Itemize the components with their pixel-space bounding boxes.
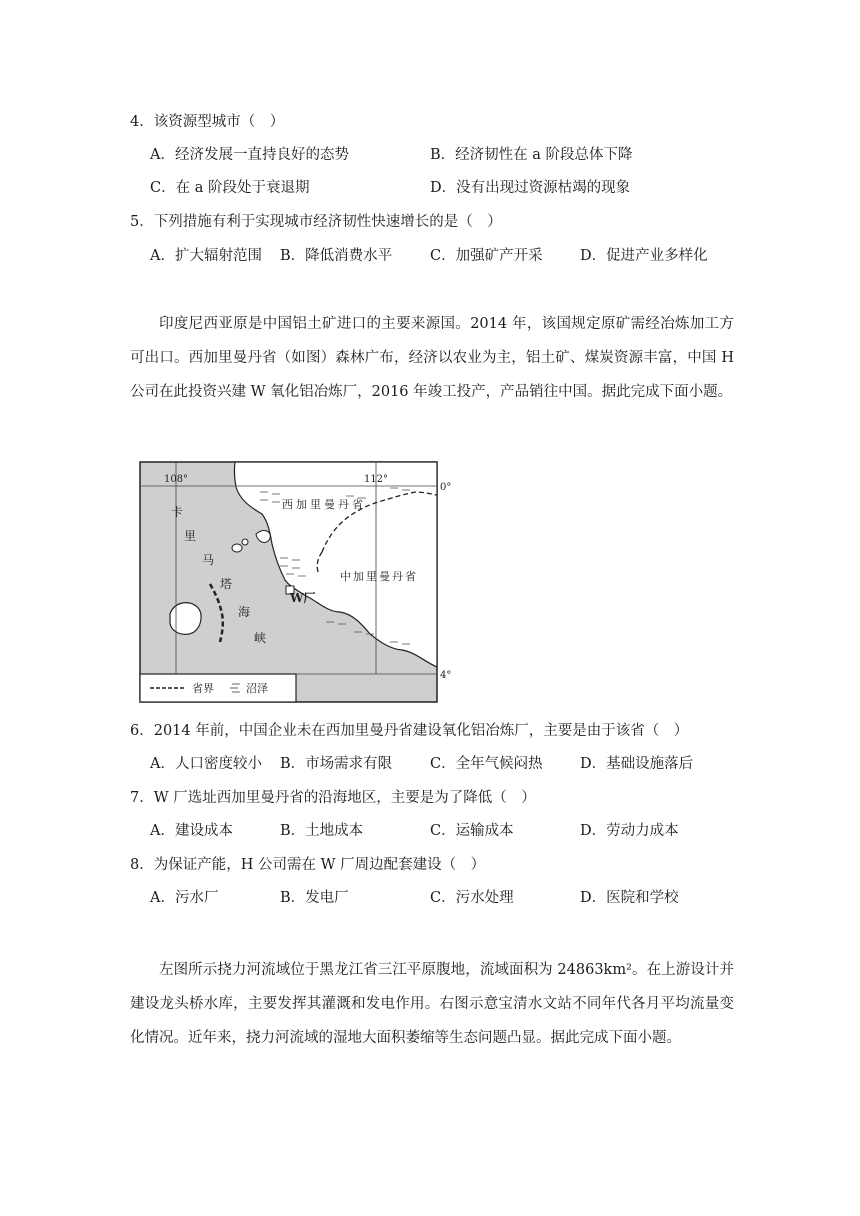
question-4-option-c: C．在 a 阶段处于衰退期 <box>150 180 310 196</box>
lon-112-label: 112° <box>363 474 389 485</box>
question-7-option-d: D．劳动力成本 <box>580 823 679 839</box>
lon-108-label: 108° <box>163 474 189 485</box>
question-5-option-a: A．扩大辐射范围 <box>150 248 262 264</box>
question-7-stem: 7．W 厂选址西加里曼丹省的沿海地区，主要是为了降低（ ） <box>130 790 536 806</box>
island-belitung <box>170 603 201 635</box>
question-6-option-a: A．人口密度较小 <box>150 756 262 772</box>
question-5-option-b: B．降低消费水平 <box>280 248 393 264</box>
lat-0-label: 0° <box>440 482 452 493</box>
question-4-option-d: D．没有出现过资源枯竭的现象 <box>430 180 631 196</box>
kalimantan-map <box>140 462 452 703</box>
passage-naoli-river <box>130 953 734 1055</box>
lat-4-label: 4° <box>440 670 452 681</box>
question-8-option-b: B．发电厂 <box>280 890 349 906</box>
province-west-label: 西加里曼丹省 <box>282 498 366 511</box>
factory-label: W厂 <box>290 591 316 605</box>
island-2 <box>232 544 242 552</box>
question-4-option-a: A．经济发展一直持良好的态势 <box>150 147 349 163</box>
question-5-option-c: C．加强矿产开采 <box>430 248 543 264</box>
question-7-option-c: C．运输成本 <box>430 823 514 839</box>
island-3 <box>242 539 248 545</box>
strait-char-3: 马 <box>202 553 215 567</box>
question-6-option-d: D．基础设施落后 <box>580 756 694 772</box>
question-8-option-c: C．污水处理 <box>430 890 514 906</box>
question-8-option-d: D．医院和学校 <box>580 890 679 906</box>
question-4-stem: 4．该资源型城市（ ） <box>130 114 285 130</box>
strait-char-1: 卡 <box>171 505 184 519</box>
strait-char-6: 峡 <box>254 631 267 645</box>
strait-char-4: 塔 <box>220 577 233 591</box>
question-8-stem: 8．为保证产能，H 公司需在 W 厂周边配套建设（ ） <box>130 857 486 873</box>
question-5-stem: 5．下列措施有利于实现城市经济韧性快速增长的是（ ） <box>130 214 502 230</box>
legend-border-label: 省界 <box>192 682 214 695</box>
question-8-option-a: A．污水厂 <box>150 890 219 906</box>
passage-indonesia-text: 印度尼西亚原是中国铝土矿进口的主要来源国。2014 年，该国规定原矿需经冶炼加工方可出口。西加里曼丹省（如图）森林广布，经济以农业为主，铝土矿、煤炭资源丰富，中国 H 公司在此投资兴建 W 氧化铝冶炼厂，2016 年竣工投产，产品销往中国。据此完成下面小题。 <box>130 316 734 400</box>
strait-char-2: 里 <box>184 529 197 543</box>
province-central-label: 中加里曼丹省 <box>340 570 418 583</box>
passage-indonesia <box>130 307 734 409</box>
question-4-option-b: B．经济韧性在 a 阶段总体下降 <box>430 147 633 163</box>
question-6-option-c: C．全年气候闷热 <box>430 756 543 772</box>
question-6-stem: 6．2014 年前，中国企业未在西加里曼丹省建设氧化铝冶炼厂，主要是由于该省（ ） <box>130 723 689 739</box>
passage-naoli-river-text: 左图所示挠力河流域位于黑龙江省三江平原腹地，流域面积为 24863km²。在上游设计并建设龙头桥水库，主要发挥其灌溉和发电作用。右图示意宝清水文站不同年代各月平均流量变化情况。近年来，挠力河流域的湿地大面积萎缩等生态问题凸显。据此完成下面小题。 <box>130 962 734 1046</box>
question-6-option-b: B．市场需求有限 <box>280 756 393 772</box>
legend-swamp-label: 沼泽 <box>246 682 268 695</box>
strait-char-5: 海 <box>238 605 251 619</box>
question-5-option-d: D．促进产业多样化 <box>580 248 708 264</box>
question-7-option-a: A．建设成本 <box>150 823 233 839</box>
question-7-option-b: B．土地成本 <box>280 823 364 839</box>
